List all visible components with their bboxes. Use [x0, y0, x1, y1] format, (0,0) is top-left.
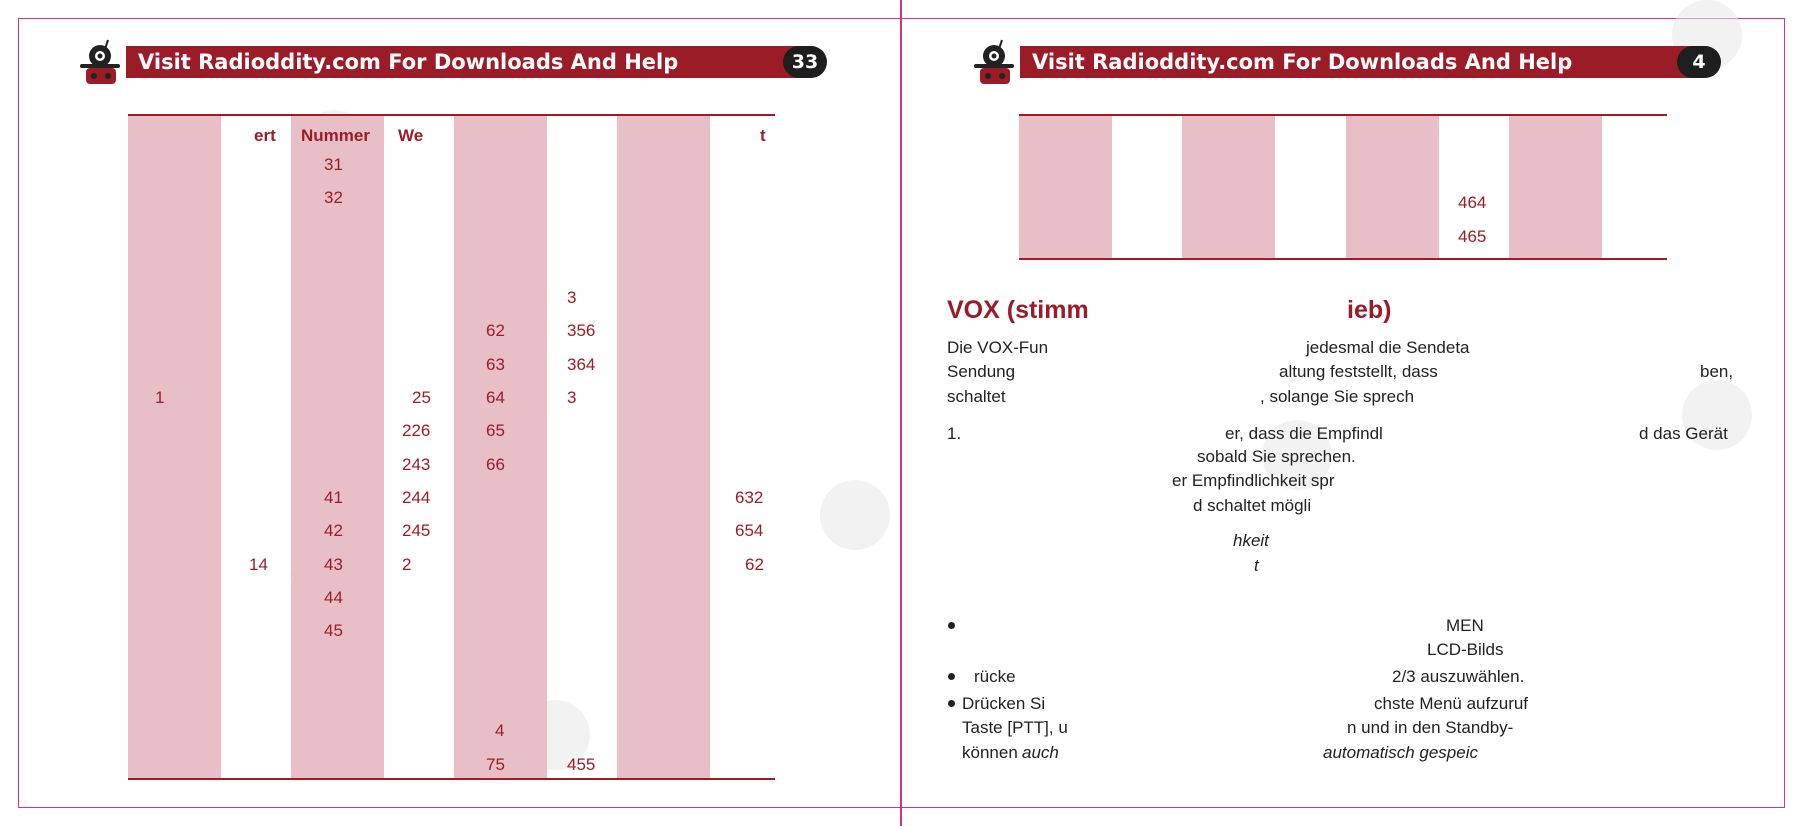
body-text: sobald Sie sprechen.: [1197, 447, 1356, 466]
body-text: automatisch gespeic: [1323, 743, 1478, 762]
right-page: [902, 0, 1803, 826]
body-text: 1.: [947, 424, 962, 443]
radio-mascot-icon: [78, 38, 126, 86]
table-cell: 32: [324, 188, 343, 207]
table-header: t: [760, 126, 766, 145]
body-text: jedesmal die Sendeta: [1306, 338, 1470, 357]
body-text: auch: [1022, 743, 1059, 762]
section-heading: ieb): [1347, 296, 1392, 324]
bullet: [948, 700, 955, 707]
table-cell: 3: [567, 288, 577, 307]
table-cell: 66: [486, 455, 505, 474]
table-column-stripe: [291, 116, 384, 778]
table-top-rule: [1019, 114, 1667, 116]
header-title[interactable]: Visit Radioddity.com For Downloads And Help: [1032, 50, 1573, 74]
table-header: We: [398, 126, 424, 145]
page-number: 33: [783, 46, 827, 78]
table-column-stripe: [1509, 116, 1602, 258]
left-page: [0, 0, 900, 826]
table-top-rule: [128, 114, 775, 116]
table-cell: 465: [1458, 227, 1487, 246]
table-bottom-rule: [1019, 258, 1667, 260]
table-cell: 75: [486, 755, 505, 774]
table-column-stripe: [1346, 116, 1439, 258]
table-column-stripe: [617, 116, 710, 778]
page-number: 4: [1677, 46, 1721, 78]
table-bottom-rule: [128, 778, 775, 780]
table-column-stripe: [454, 116, 547, 778]
page-header: [78, 38, 833, 86]
body-text: rücke: [974, 667, 1016, 686]
table-cell: 62: [486, 321, 505, 340]
table-cell: 64: [486, 388, 505, 407]
watermark-robot: [820, 480, 890, 550]
table-cell: 356: [567, 321, 596, 340]
bullet: [948, 673, 955, 680]
table-cell: 65: [486, 421, 505, 440]
table-cell: 44: [324, 588, 343, 607]
table-cell: 4: [495, 721, 505, 740]
body-text: n und in den Standby-: [1347, 718, 1514, 737]
body-text: Taste [PTT], u: [962, 718, 1068, 737]
body-text: , solange Sie sprech: [1260, 387, 1415, 406]
table-cell: 45: [324, 621, 343, 640]
table-cell: 455: [567, 755, 596, 774]
table-cell: 2: [402, 555, 412, 574]
body-text: LCD-Bilds: [1427, 640, 1504, 659]
body-text: t: [1254, 556, 1259, 575]
table-cell: 31: [324, 155, 343, 174]
body-text: chste Menü aufzuruf: [1374, 694, 1529, 713]
table-column-stripe: [1019, 116, 1112, 258]
table-header: Nummer: [301, 126, 370, 145]
radio-mascot-icon: [972, 38, 1020, 86]
table-cell: 243: [402, 455, 431, 474]
table-cell: 245: [402, 521, 431, 540]
table-cell: 3: [567, 388, 577, 407]
table-column-stripe: [128, 116, 221, 778]
section-heading: VOX (stimm: [947, 296, 1089, 324]
body-text: hkeit: [1233, 531, 1269, 550]
body-text: MEN: [1446, 616, 1484, 635]
body-text: Sendung: [947, 362, 1016, 381]
table-cell: 226: [402, 421, 431, 440]
body-text: 2/3 auszuwählen.: [1392, 667, 1525, 686]
table-cell: 41: [324, 488, 343, 507]
body-text: er Empfindlichkeit spr: [1172, 471, 1335, 490]
body-text: er, dass die Empfindl: [1225, 424, 1383, 443]
body-text: ben,: [1700, 362, 1734, 381]
page-header: [972, 38, 1727, 86]
body-text: können: [962, 743, 1018, 762]
table-cell: 63: [486, 355, 505, 374]
table-cell: 244: [402, 488, 431, 507]
table-cell: 62: [745, 555, 764, 574]
table-cell: 1: [155, 388, 165, 407]
body-text: d schaltet mögli: [1193, 496, 1312, 515]
table-cell: 14: [249, 555, 268, 574]
table-cell: 25: [412, 388, 431, 407]
table-cell: 43: [324, 555, 343, 574]
table-cell: 42: [324, 521, 343, 540]
table-header: ert: [254, 126, 276, 145]
table-cell: 654: [735, 521, 764, 540]
bullet: [948, 622, 955, 629]
table-cell: 632: [735, 488, 764, 507]
table-column-stripe: [1182, 116, 1275, 258]
body-text: Die VOX-Fun: [947, 338, 1049, 357]
body-text: altung feststellt, dass: [1279, 362, 1438, 381]
body-text: Drücken Si: [962, 694, 1046, 713]
table-cell: 364: [567, 355, 596, 374]
body-text: d das Gerät: [1639, 424, 1728, 443]
body-text: schaltet: [947, 387, 1006, 406]
table-cell: 464: [1458, 193, 1487, 212]
header-title[interactable]: Visit Radioddity.com For Downloads And Help: [138, 50, 679, 74]
